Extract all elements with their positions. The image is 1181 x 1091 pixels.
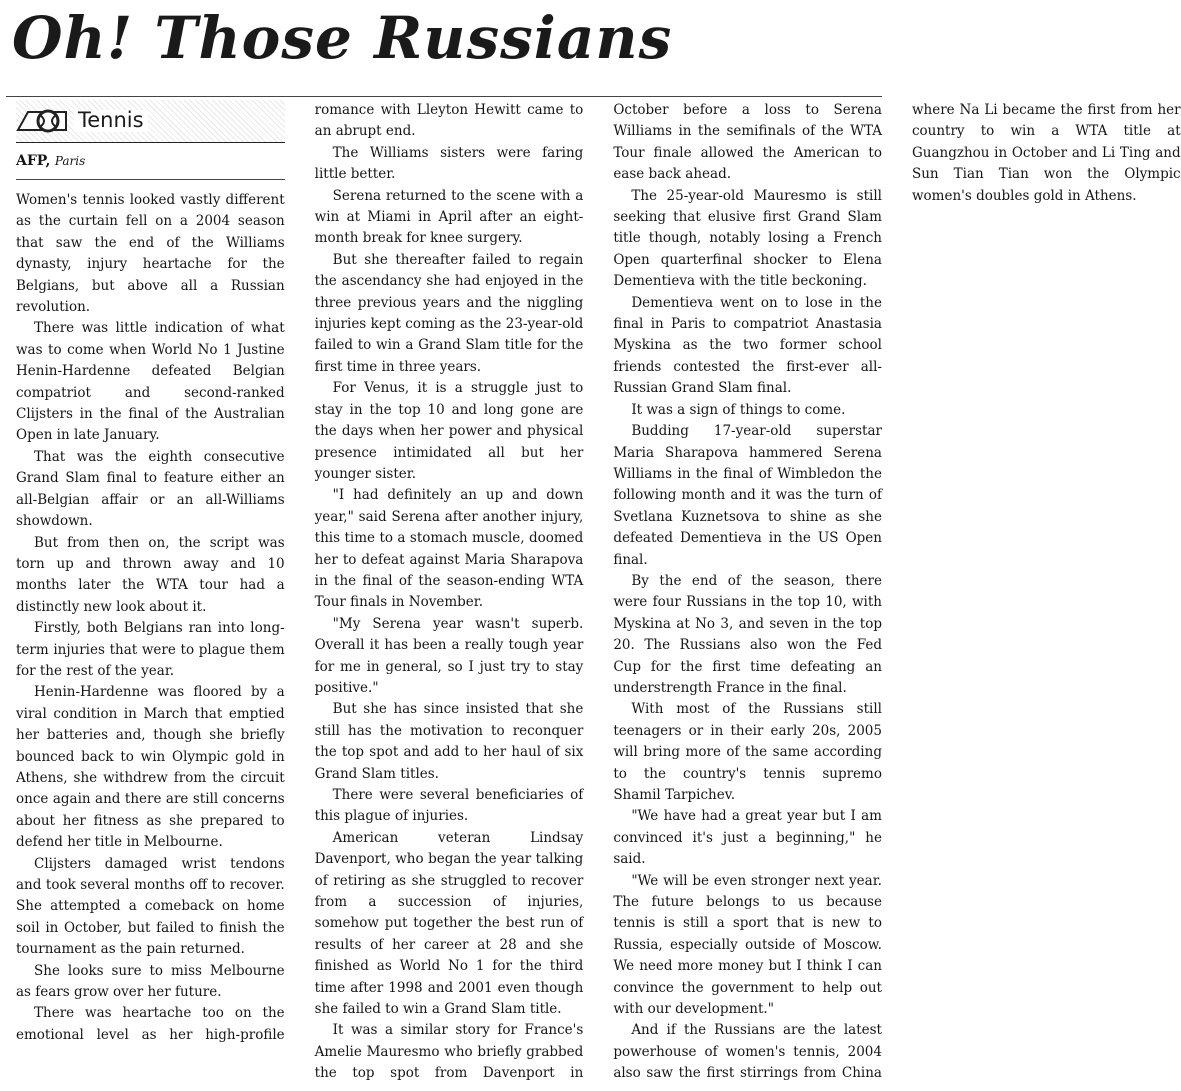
section-label: Tennis — [74, 110, 148, 131]
paragraph: The Williams sisters were faring little better. — [314, 144, 584, 183]
paragraph: Serena returned to the scene with a win at Miami in April after an eight-month break for knee surgery. — [314, 187, 584, 247]
paragraph: There was heartache too on the emotional level as her high-profile romance with Lleyton Hewitt came to an abrupt end. — [16, 102, 584, 1043]
tennis-ball-icon — [16, 108, 68, 134]
paragraph: Clijsters damaged wrist tendons and took several months off to recover. She attempted a comeback on home soil in October, but failed to finish the tournament as the pain returned. — [16, 855, 285, 958]
paragraph: "We will be even stronger next year. The future belongs to us because tennis is still a sport that is new to Russia, especially outside of Moscow. We need more money but I think I can convince the government to help out with our development." — [613, 872, 882, 1018]
paragraph: Firstly, both Belgians ran into long-term injuries that were to plague them for the rest of the year. — [16, 620, 285, 679]
paragraph: There was little indication of what was to come when World No 1 Justine Henin-Hardenne defeated Belgian compatriot and second-ranked Clijsters in the final of the Australian Open in late January. — [16, 320, 285, 444]
paragraph: "I had definitely an up and down year," said Serena after another injury, this time to a stomach muscle, doomed her to defeat against Maria Sharapova in the final of the season-ending WTA Tour finals in November. — [314, 487, 584, 611]
article-body — [16, 100, 1181, 1085]
byline-city: Paris — [54, 154, 86, 168]
headline: Oh! Those Russians — [12, 4, 673, 72]
paragraph: "We have had a great year but I am convinced it's just a beginning," he said. — [613, 808, 882, 868]
paragraph: But she has since insisted that she still has the motivation to reconquer the top spot and add to her haul of six Grand Slam titles. — [314, 701, 584, 782]
byline-agency: AFP, — [16, 153, 51, 169]
paragraph: It was a sign of things to come. — [631, 401, 846, 418]
paragraph: It was a similar story for France's Amelie Mauresmo who briefly grabbed the top spot from Davenport in October before a loss to Serena Williams in the semifinals of the WTA Tour finale allowed the American to ease back ahead. — [314, 102, 882, 1082]
paragraph: By the end of the season, there were four Russians in the top 10, with Myskina at No 3, and seven in the top 20. The Russians also won the Fed Cup for the first time defeating an understrength France in the final. — [613, 572, 882, 696]
paragraph: But from then on, the script was torn up and thrown away and 10 months later the WTA tour had a distinctly new look about it. — [16, 534, 285, 615]
paragraph: And if the Russians are the latest powerhouse of women's tennis, 2004 also saw the first stirrings from China where Na Li became the first from her country to win a WTA title at Guangzhou in October and Li Ting and Sun Tian Tian won the Olympic women's doubles gold in Athens. — [613, 102, 1181, 1082]
paragraph: Women's tennis looked vastly different as the curtain fell on a 2004 season that saw the end of the Williams dynasty, injury heartache for the Belgians, but above all a Russian revolution. — [16, 192, 285, 316]
paragraph: The 25-year-old Mauresmo is still seeking that elusive first Grand Slam title though, notably losing a French Open quarterfinal shocker to Elena Dementieva with the title beckoning. — [613, 187, 882, 290]
paragraph: Henin-Hardenne was floored by a viral condition in March that emptied her batteries and, though she briefly bounced back to win Olympic gold in Athens, she withdrew from the circuit once again and there are still concerns about her fitness as she prepared to defend her title in Melbourne. — [16, 684, 285, 851]
paragraph: Budding 17-year-old superstar Maria Sharapova hammered Serena Williams in the final of Wimbledon the following month and it was the turn of Svetlana Kuznetsova to shine as she defeated Dementieva in the US Open final. — [613, 423, 882, 568]
byline — [16, 151, 285, 180]
paragraph: Dementieva went on to lose in the final in Paris to compatriot Anastasia Myskina as the two former school friends contested the first-ever all-Russian Grand Slam final. — [613, 294, 882, 397]
paragraph: With most of the Russians still teenagers or in their early 20s, 2005 will bring more of the same according to the country's tennis supremo Shamil Tarpichev. — [613, 701, 882, 803]
paragraph: But she thereafter failed to regain the ascendancy she had enjoyed in the three previous years and the niggling injuries kept coming as the 23-year-old failed to win a Grand Slam title for the first time in three years. — [314, 251, 584, 375]
paragraph: American veteran Lindsay Davenport, who began the year talking of retiring as she struggled to recover from a succession of injuries, somehow put together the best run of results of her career at 28 and she finished as World No 1 for the third time after 1998 and 2001 even though she failed to win a Grand Slam title. — [314, 829, 584, 1018]
paragraph: "My Serena year wasn't superb. Overall it has been a really tough year for me in general, so I just try to stay positive." — [314, 615, 584, 696]
headline-rule — [6, 96, 882, 97]
paragraph: She looks sure to miss Melbourne as fears grow over her future. — [16, 962, 285, 1001]
paragraph: That was the eighth consecutive Grand Slam final to feature either an all-Belgian affair or an all-Williams showdown. — [16, 448, 285, 530]
paragraph: For Venus, it is a struggle just to stay in the top 10 and long gone are the days when her power and physical presence intimidated all but her younger sister. — [314, 380, 584, 482]
paragraph: There were several beneficiaries of this plague of injuries. — [314, 787, 584, 825]
section-tag — [16, 100, 285, 143]
